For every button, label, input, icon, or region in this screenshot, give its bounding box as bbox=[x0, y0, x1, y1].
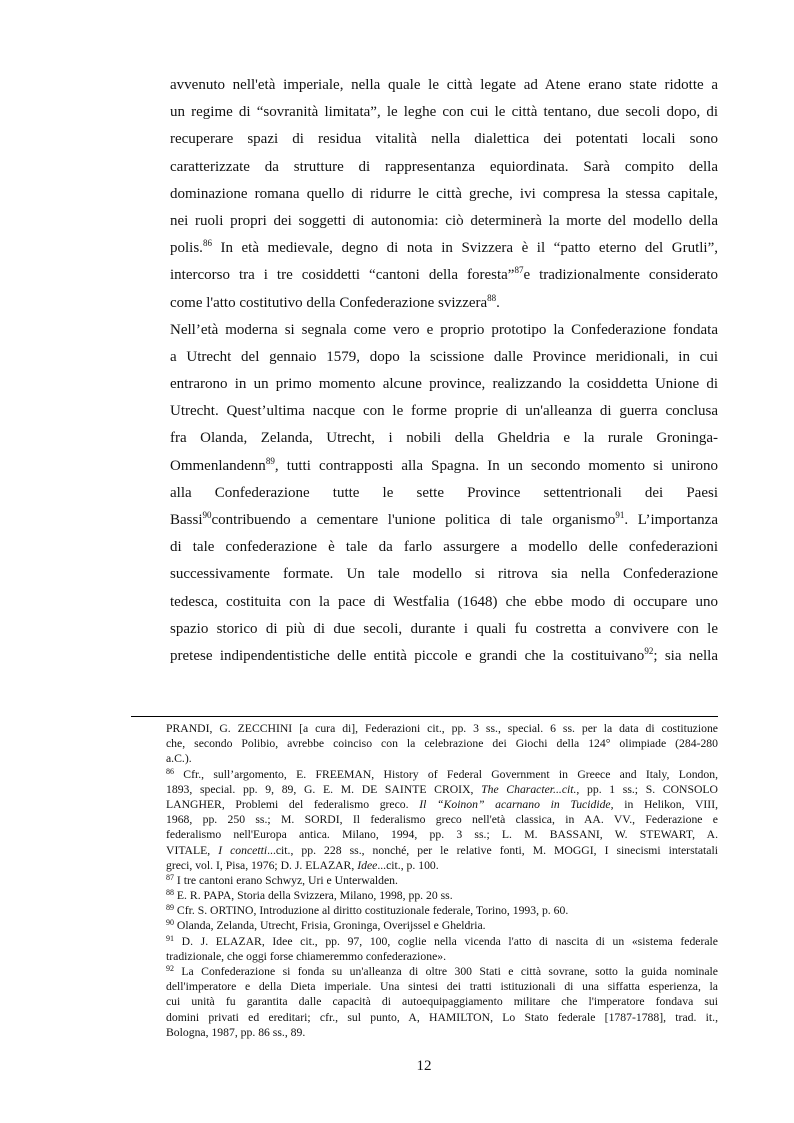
footnote-ref: 86 bbox=[202, 238, 212, 249]
footnote-line: $^{87}$ I tre cantoni erano Schwyz, Uri e Unterwalden. bbox=[166, 872, 398, 887]
footnote-line: LANGHER, Problemi del federalismo greco. Il “Koinon” acarnano in Tucidide, in Helikon, VIII, bbox=[166, 797, 719, 811]
footnote-number: 86 bbox=[166, 766, 174, 776]
body-line: un regime di “sovranità limitata”, le leghe con cui le città tentano, due secoli dopo, di bbox=[170, 104, 718, 121]
footnote-number: 87 bbox=[166, 872, 174, 882]
footnote-line: Bologna, 1987, pp. 86 ss., 89. bbox=[166, 1025, 306, 1039]
footnote-line: federalismo nell'Europa antica. Milano, 1994, pp. 3 ss.; L. M. BASSANI, W. STEWART, A. bbox=[166, 828, 718, 842]
footnote-ref: 90 bbox=[202, 510, 212, 520]
body-line: recuperare spazi di residua vitalità nella dialettica dei potentati locali sono bbox=[170, 131, 718, 148]
footnote-line: $^{91}$ D. J. ELAZAR, Idee cit., pp. 97, 100, coglie nella vicenda l'atto di nascita di un «sistema federale bbox=[166, 933, 718, 948]
footnote-line: 1893, special. pp. 9, 89, G. E. M. DE SAINTE CROIX, The Character...cit., pp. 1 ss.; S. CONSOLO bbox=[166, 782, 718, 796]
footnote-line: cui unità fu garantita dalle capacità di autoequipaggiamento militare che l'imperatore fondava sui bbox=[166, 995, 718, 1009]
footnote-line: VITALE, I concetti...cit., pp. 228 ss., nonché, per le relative fonti, M. MOGGI, I sinecismi interstatali bbox=[166, 843, 718, 857]
footnote-number: 88 bbox=[166, 888, 174, 898]
footnotes bbox=[166, 721, 718, 1040]
body-line: entrarono in un primo momento alcune province, realizzando la cosiddetta Unione di bbox=[170, 376, 718, 393]
footnote-number: 91 bbox=[166, 933, 174, 943]
body-line: Ommenlandenn$^{89}$, tutti contrapposti alla Spagna. In un secondo momento si unirono bbox=[170, 455, 718, 474]
body-line: spazio storico di più di due secoli, durante i quali fu costretta a convivere con le bbox=[170, 620, 718, 637]
body-line: pretese indipendentistiche delle entità piccole e grandi che la costituivano$^{92}$; sia nella bbox=[170, 645, 718, 664]
footnote-number: 92 bbox=[166, 964, 174, 973]
footnote-separator bbox=[131, 716, 718, 717]
footnote-line: $^{92}$ La Confederazione si fonda su un'alleanza di oltre 300 Stati e città sovrane, sotto la guida nominale bbox=[166, 964, 718, 978]
body-line: Utrecht. Quest’ultima nacque con le forme proprie di un'alleanza di guerra conclusa bbox=[170, 403, 718, 420]
footnote-number: 89 bbox=[166, 903, 174, 913]
footnote-line: domini privati ed ereditari; cfr., sul punto, A, HAMILTON, Lo Stato federale [1787-1788], trad. it., bbox=[166, 1010, 718, 1024]
body-line: intercorso tra i tre cosiddetti “cantoni della foresta”$^{87}$e tradizionalmente considerato bbox=[170, 265, 718, 284]
footnote-line: dell'imperatore e della Dieta imperiale. Una sintesi dei tratti istituzionali di una siffatta esperienza, la bbox=[166, 980, 718, 994]
footnote-ref: 92 bbox=[644, 645, 654, 656]
footnote-ref: 89 bbox=[265, 455, 275, 466]
footnote-ref: 87 bbox=[514, 265, 524, 276]
body-line: come l'atto costitutivo della Confederazione svizzera$^{88}$. bbox=[170, 292, 500, 311]
footnote-ref: 88 bbox=[487, 292, 497, 303]
footnote-line: che, secondo Polibio, avrebbe coinciso con la celebrazione dei Giochi della 124° olimpiade (284-280 bbox=[166, 737, 718, 751]
body-line: a Utrecht del gennaio 1579, dopo la scissione dalle Province meridionali, in cui bbox=[170, 348, 718, 365]
body-line: dominazione romana quello di ridurre le città greche, ivi compresa la stessa capitale, bbox=[170, 185, 718, 202]
footnote-line: $^{89}$ Cfr. S. ORTINO, Introduzione al diritto costituzionale federale, Torino, 1993, p. 60. bbox=[166, 903, 569, 918]
footnote-line: $^{86}$ Cfr., sull’argomento, E. FREEMAN, History of Federal Government in Greece and Italy, London, bbox=[166, 766, 718, 781]
footnote-line: PRANDI, G. ZECCHINI [a cura di], Federazioni cit., pp. 3 ss., special. 6 ss. per la data di costituzione bbox=[166, 722, 718, 735]
footnote-line: $^{90}$ Olanda, Zelanda, Utrecht, Frisia, Groninga, Overijssel e Gheldria. bbox=[166, 918, 486, 933]
body-line: caratterizzate da strutture di rappresentanza equiordinata. Sarà compito della bbox=[170, 158, 718, 175]
body-line: nei ruoli propri dei soggetti di autonomia: ciò determinerà la morte del modello della bbox=[170, 212, 718, 229]
body-line: tedesca, costituita con la pace di Westfalia (1648) che ebbe modo di occupare uno bbox=[170, 593, 718, 610]
body-line: di tale confederazione è tale da farlo assurgere a modello delle confederazioni bbox=[170, 539, 718, 556]
body-line: successivamente formate. Un tale modello si ritrova sia nella Confederazione bbox=[170, 566, 718, 583]
body-line: avvenuto nell'età imperiale, nella quale le città legate ad Atene erano state ridotte a bbox=[170, 77, 718, 93]
page-number: 12 bbox=[416, 1058, 432, 1074]
footnote-line: tradizionale, che oggi forse chiameremmo confederazione». bbox=[166, 949, 447, 963]
body-text bbox=[170, 72, 718, 670]
footnote-line: $^{88}$ E. R. PAPA, Storia della Svizzera, Milano, 1998, pp. 20 ss. bbox=[166, 888, 453, 903]
body-line: Nell’età moderna si segnala come vero e proprio prototipo la Confederazione fondata bbox=[170, 321, 718, 338]
footnote-line: greci, vol. I, Pisa, 1976; D. J. ELAZAR, Idee...cit., p. 100. bbox=[166, 858, 439, 872]
body-line: fra Olanda, Zelanda, Utrecht, i nobili della Gheldria e la rurale Groninga- bbox=[170, 430, 718, 447]
body-line: polis.$^{86}$ In età medievale, degno di nota in Svizzera è il “patto eterno del Grutli”, bbox=[170, 238, 718, 257]
footnote-number: 90 bbox=[166, 918, 174, 928]
footnote-line: 1968, pp. 250 ss.; M. SORDI, Il federalismo greco nell'età classica, in AA. VV., Federazione e bbox=[166, 813, 718, 827]
body-line: Bassi$^{90}$contribuendo a cementare l'unione politica di tale organismo$^{91}$. L’importanza bbox=[170, 510, 718, 528]
body-line: alla Confederazione tutte le sette Province settentrionali dei Paesi bbox=[170, 484, 718, 501]
footnote-ref: 91 bbox=[615, 510, 625, 520]
footnote-line: a.C.). bbox=[166, 752, 192, 766]
